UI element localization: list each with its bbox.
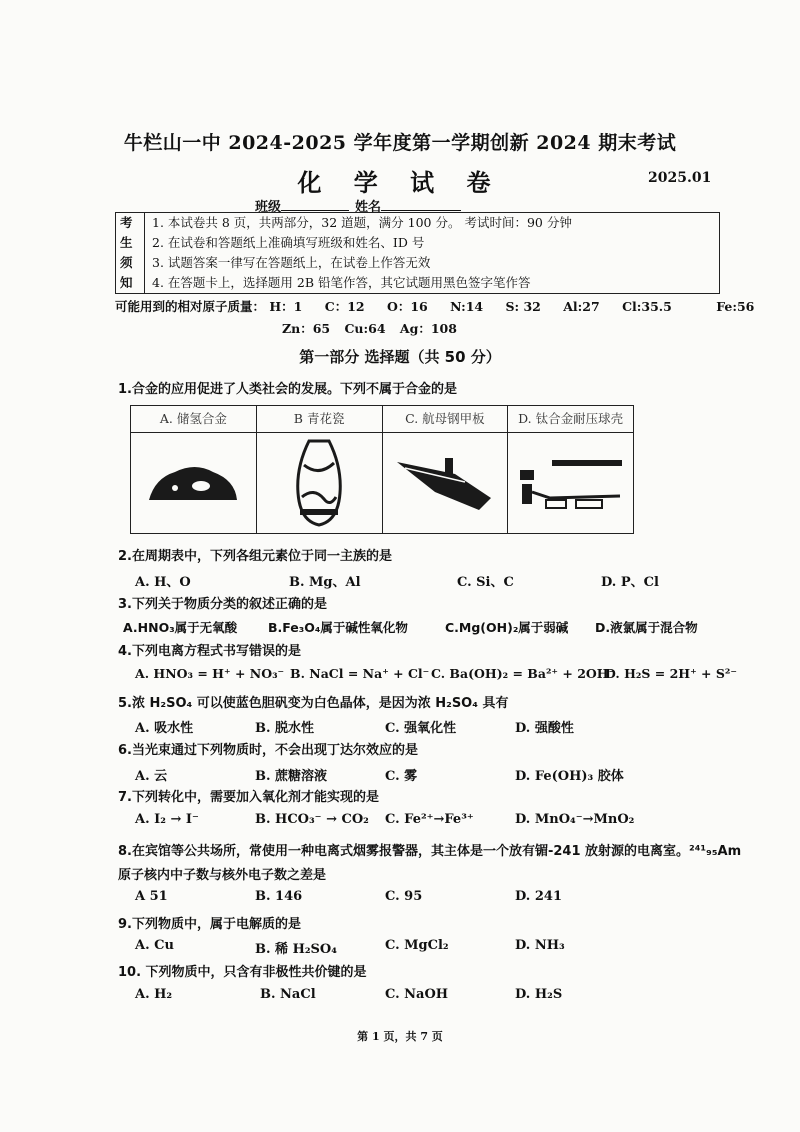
option-c[interactable]: C.Mg(OH)₂属于弱碱 bbox=[445, 620, 569, 635]
option-b[interactable]: B. NaCl bbox=[260, 987, 316, 1002]
question-9-stem: 9.下列物质中，属于电解质的是 bbox=[118, 917, 301, 932]
option-d[interactable]: D. 241 bbox=[515, 889, 562, 904]
notice-items bbox=[145, 213, 719, 293]
option-b[interactable]: B. 146 bbox=[255, 889, 303, 904]
option-a[interactable]: A. H₂ bbox=[135, 987, 173, 1002]
submersible-image bbox=[508, 433, 633, 533]
option-d[interactable]: D. H₂S = 2H⁺ + S²⁻ bbox=[605, 666, 737, 681]
option-d[interactable]: D. H₂S bbox=[515, 987, 563, 1002]
question-2-stem: 2.在周期表中，下列各组元素位于同一主族的是 bbox=[118, 549, 392, 564]
question-3-stem: 3.下列关于物质分类的叙述正确的是 bbox=[118, 597, 327, 612]
notice-item: 2. 在试卷和答题纸上准确填写班级和姓名、ID 号 bbox=[152, 235, 425, 250]
question-1-stem: 1.合金的应用促进了人类社会的发展。下列不属于合金的是 bbox=[118, 382, 457, 397]
option-b[interactable]: B. HCO₃⁻ → CO₂ bbox=[255, 812, 369, 827]
notice-side-label: 考 生 须 知 bbox=[116, 213, 145, 293]
option-a[interactable]: A. HNO₃ = H⁺ + NO₃⁻ bbox=[135, 666, 285, 681]
atomic-masses-line1: 可能用到的相对原子质量： H：1 C：12 O：16 N:14 S: 32 Al:27 Cl:35.5 Fe:56 bbox=[115, 299, 755, 314]
porcelain-vase-image bbox=[257, 433, 382, 533]
alloy-rock-image bbox=[131, 433, 256, 533]
option-b[interactable]: B. Mg、Al bbox=[289, 575, 361, 590]
option-b[interactable]: B. 稀 H₂SO₄ bbox=[255, 942, 337, 957]
school-title: 牛栏山一中 2024-2025 学年度第一学期创新 2024 期末考试 bbox=[123, 132, 677, 154]
option-a[interactable]: A.HNO₃属于无氧酸 bbox=[123, 620, 238, 635]
exam-date: 2025.01 bbox=[648, 170, 712, 186]
question-7-stem: 7.下列转化中，需要加入氧化剂才能实现的是 bbox=[118, 790, 379, 805]
option-d-cell[interactable]: D. 钛合金耐压球壳 bbox=[508, 406, 633, 533]
option-a[interactable]: A. H、O bbox=[135, 575, 191, 590]
option-d[interactable]: D. NH₃ bbox=[515, 938, 565, 953]
option-c[interactable]: C. Si、C bbox=[457, 575, 514, 590]
aircraft-carrier-image bbox=[383, 433, 508, 533]
notice-item: 4. 在答题卡上，选择题用 2B 铅笔作答，其它试题用黑色签字笔作答 bbox=[152, 275, 531, 290]
option-c[interactable]: C. Ba(OH)₂ = Ba²⁺ + 2OH⁻ bbox=[431, 666, 616, 681]
option-a-cell[interactable]: A. 储氢合金 bbox=[131, 406, 257, 533]
question-4-stem: 4.下列电离方程式书写错误的是 bbox=[118, 644, 301, 659]
atomic-masses-line2: Zn：65 Cu:64 Ag：108 bbox=[282, 321, 457, 336]
page-footer: 第 1 页，共 7 页 bbox=[357, 1030, 443, 1043]
option-b[interactable]: B. 脱水性 bbox=[255, 721, 315, 736]
option-a[interactable]: A 51 bbox=[135, 889, 168, 904]
notice-item: 1. 本试卷共 8 页，共两部分，32 道题，满分 100 分。 考试时间：90 分钟 bbox=[152, 215, 572, 230]
question-6-stem: 6.当光束通过下列物质时，不会出现丁达尔效应的是 bbox=[118, 743, 418, 758]
question-8-stem: 8.在宾馆等公共场所，常使用一种电离式烟雾报警器，其主体是一个放有镅-241 放射源的电离室。²⁴¹₉₅Am bbox=[118, 844, 742, 859]
option-c[interactable]: C. MgCl₂ bbox=[385, 938, 449, 953]
exam-notice-box bbox=[115, 212, 720, 294]
notice-item: 3. 试题答案一律写在答题纸上，在试卷上作答无效 bbox=[152, 255, 431, 270]
class-blank[interactable] bbox=[281, 196, 349, 211]
option-b[interactable]: B.Fe₃O₄属于碱性氧化物 bbox=[268, 620, 408, 635]
option-c-cell[interactable]: C. 航母钢甲板 bbox=[383, 406, 509, 533]
option-b-cell[interactable]: B 青花瓷 bbox=[257, 406, 383, 533]
option-d[interactable]: D. P、Cl bbox=[601, 575, 659, 590]
option-a[interactable]: A. I₂ → I⁻ bbox=[135, 812, 199, 827]
option-d[interactable]: D. MnO₄⁻→MnO₂ bbox=[515, 812, 635, 827]
option-a[interactable]: A. 云 bbox=[135, 769, 168, 784]
question-1-image-table bbox=[130, 405, 634, 534]
question-10-stem: 10. 下列物质中，只含有非极性共价键的是 bbox=[118, 965, 367, 980]
name-blank[interactable] bbox=[381, 196, 461, 211]
name-label: 姓名 bbox=[355, 200, 382, 215]
option-c[interactable]: C. NaOH bbox=[385, 987, 449, 1002]
option-a[interactable]: A. Cu bbox=[135, 938, 174, 953]
option-d[interactable]: D. 强酸性 bbox=[515, 721, 574, 736]
option-c[interactable]: C. Fe²⁺→Fe³⁺ bbox=[385, 812, 474, 827]
option-a[interactable]: A. 吸水性 bbox=[135, 721, 194, 736]
option-d[interactable]: D.液氯属于混合物 bbox=[595, 620, 698, 635]
option-c[interactable]: C. 强氧化性 bbox=[385, 721, 457, 736]
question-8-stem-line2: 原子核内中子数与核外电子数之差是 bbox=[118, 868, 327, 883]
option-c[interactable]: C. 95 bbox=[385, 889, 423, 904]
question-5-stem: 5.浓 H₂SO₄ 可以使蓝色胆矾变为白色晶体，是因为浓 H₂SO₄ 具有 bbox=[118, 696, 509, 711]
paper-title: 化 学 试 卷 bbox=[297, 168, 503, 197]
section-title: 第一部分 选择题（共 50 分） bbox=[299, 348, 501, 366]
class-label: 班级 bbox=[255, 200, 282, 215]
option-d[interactable]: D. Fe(OH)₃ 胶体 bbox=[515, 769, 624, 784]
option-b[interactable]: B. 蔗糖溶液 bbox=[255, 769, 328, 784]
option-b[interactable]: B. NaCl = Na⁺ + Cl⁻ bbox=[290, 666, 430, 681]
option-c[interactable]: C. 雾 bbox=[385, 769, 418, 784]
